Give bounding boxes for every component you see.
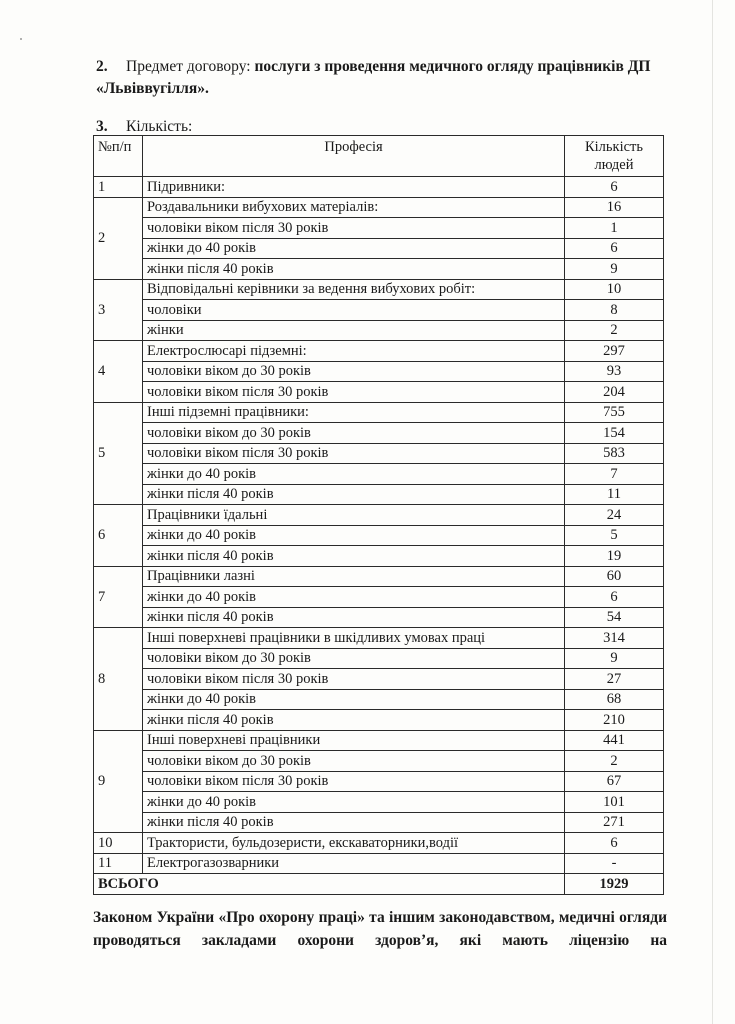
table-row xyxy=(94,525,664,546)
table-row xyxy=(94,443,664,464)
people-count: 67 xyxy=(565,771,664,792)
table-row xyxy=(94,464,664,485)
profession-subgroup: жінки після 40 років xyxy=(143,710,565,731)
profession-subgroup: жінки до 40 років xyxy=(143,525,565,546)
header-quantity-line2: людей xyxy=(594,157,634,173)
profession-name: Електрослюсарі підземні: xyxy=(143,341,565,362)
people-count: 2 xyxy=(565,320,664,341)
table-row xyxy=(94,607,664,628)
table-row xyxy=(94,300,664,321)
row-number: 5 xyxy=(94,402,143,505)
table-row xyxy=(94,710,664,731)
profession-subgroup: жінки до 40 років xyxy=(143,587,565,608)
people-count: 5 xyxy=(565,525,664,546)
profession-subgroup: жінки після 40 років xyxy=(143,484,565,505)
people-count: 27 xyxy=(565,669,664,690)
people-count: 54 xyxy=(565,607,664,628)
table-row xyxy=(94,833,664,854)
people-count: 6 xyxy=(565,833,664,854)
table-row xyxy=(94,566,664,587)
table-row xyxy=(94,812,664,833)
table-row xyxy=(94,771,664,792)
people-count: 7 xyxy=(565,464,664,485)
row-number: 1 xyxy=(94,177,143,198)
table-row xyxy=(94,546,664,567)
row-number: 4 xyxy=(94,341,143,403)
table-row xyxy=(94,853,664,874)
profession-subgroup: чоловіки віком до 30 років xyxy=(143,423,565,444)
table-row xyxy=(94,648,664,669)
table-row xyxy=(94,669,664,690)
closing-paragraph: Законом України «Про охорону праці» та іншим законодавством, медичні огляди проводяться закладами охорони здоров’я, які мають ліцензію на xyxy=(93,909,667,949)
table-row xyxy=(94,259,664,280)
table-row xyxy=(94,689,664,710)
people-count: 19 xyxy=(565,546,664,567)
row-number: 11 xyxy=(94,853,143,874)
people-count: 210 xyxy=(565,710,664,731)
profession-name: Працівники лазні xyxy=(143,566,565,587)
people-count: 583 xyxy=(565,443,664,464)
header-num: №п/п xyxy=(94,136,143,177)
profession-subgroup: чоловіки віком до 30 років xyxy=(143,751,565,772)
people-count: - xyxy=(565,853,664,874)
people-count: 11 xyxy=(565,484,664,505)
people-count: 6 xyxy=(565,587,664,608)
table-header-row xyxy=(94,136,664,177)
table-row xyxy=(94,730,664,751)
profession-name: Працівники їдальні xyxy=(143,505,565,526)
section-2-number: 2. xyxy=(96,58,108,75)
people-count: 60 xyxy=(565,566,664,587)
profession-subgroup: чоловіки віком після 30 років xyxy=(143,771,565,792)
profession-subgroup: жінки після 40 років xyxy=(143,607,565,628)
table-row xyxy=(94,177,664,198)
table-total-row xyxy=(94,874,664,895)
row-number: 10 xyxy=(94,833,143,854)
people-count: 755 xyxy=(565,402,664,423)
table-body xyxy=(94,177,664,874)
table-row xyxy=(94,505,664,526)
people-count: 271 xyxy=(565,812,664,833)
table-row xyxy=(94,792,664,813)
people-count: 93 xyxy=(565,361,664,382)
profession-subgroup: жінки до 40 років xyxy=(143,238,565,259)
profession-subgroup: чоловіки віком до 30 років xyxy=(143,648,565,669)
row-number: 2 xyxy=(94,197,143,279)
profession-name: Роздавальники вибухових матеріалів: xyxy=(143,197,565,218)
table-row xyxy=(94,382,664,403)
table-row xyxy=(94,484,664,505)
table-row xyxy=(94,238,664,259)
profession-subgroup: чоловіки віком після 30 років xyxy=(143,218,565,239)
scan-edge-line xyxy=(712,0,713,1024)
section-2-subject-text: послуги з проведення медичного огляду працівників ДП «Львіввугілля». xyxy=(96,58,651,97)
table-row xyxy=(94,361,664,382)
profession-name: Інші поверхневі працівники в шкідливих умовах праці xyxy=(143,628,565,649)
people-count: 2 xyxy=(565,751,664,772)
table-row xyxy=(94,279,664,300)
people-count: 6 xyxy=(565,177,664,198)
row-number: 6 xyxy=(94,505,143,567)
people-count: 10 xyxy=(565,279,664,300)
profession-name: Інші підземні працівники: xyxy=(143,402,565,423)
profession-subgroup: жінки до 40 років xyxy=(143,689,565,710)
profession-subgroup: чоловіки віком після 30 років xyxy=(143,669,565,690)
profession-subgroup: чоловіки віком після 30 років xyxy=(143,382,565,403)
people-count: 204 xyxy=(565,382,664,403)
section-3-label: Кількість: xyxy=(126,118,193,135)
table-row xyxy=(94,218,664,239)
quantity-table xyxy=(93,135,664,895)
profession-name: Відповідальні керівники за ведення вибухових робіт: xyxy=(143,279,565,300)
profession-subgroup: жінки до 40 років xyxy=(143,464,565,485)
profession-subgroup: жінки xyxy=(143,320,565,341)
profession-subgroup: жінки після 40 років xyxy=(143,546,565,567)
header-quantity-line1: Кількість xyxy=(584,139,643,155)
table-row xyxy=(94,587,664,608)
profession-subgroup: жінки після 40 років xyxy=(143,812,565,833)
table-row xyxy=(94,341,664,362)
scan-speck xyxy=(20,38,22,40)
people-count: 9 xyxy=(565,259,664,280)
table-row xyxy=(94,320,664,341)
section-2-subject xyxy=(96,56,676,100)
profession-name: Електрогазозварники xyxy=(143,853,565,874)
row-number: 8 xyxy=(94,628,143,731)
header-profession: Професія xyxy=(143,136,565,177)
table-row xyxy=(94,197,664,218)
people-count: 8 xyxy=(565,300,664,321)
people-count: 16 xyxy=(565,197,664,218)
row-number: 3 xyxy=(94,279,143,341)
total-label: ВСЬОГО xyxy=(94,874,565,895)
row-number: 9 xyxy=(94,730,143,833)
header-quantity xyxy=(565,136,664,177)
profession-subgroup: жінки після 40 років xyxy=(143,259,565,280)
people-count: 24 xyxy=(565,505,664,526)
profession-subgroup: чоловіки віком після 30 років xyxy=(143,443,565,464)
section-2-label: Предмет договору: xyxy=(126,58,255,75)
profession-subgroup: жінки до 40 років xyxy=(143,792,565,813)
profession-name: Трактористи, бульдозеристи, екскаваторники,водії xyxy=(143,833,565,854)
profession-name: Підривники: xyxy=(143,177,565,198)
profession-subgroup: чоловіки віком до 30 років xyxy=(143,361,565,382)
profession-subgroup: чоловіки xyxy=(143,300,565,321)
people-count: 68 xyxy=(565,689,664,710)
table-row xyxy=(94,628,664,649)
profession-name: Інші поверхневі працівники xyxy=(143,730,565,751)
people-count: 1 xyxy=(565,218,664,239)
row-number: 7 xyxy=(94,566,143,628)
section-3-number: 3. xyxy=(96,118,108,135)
people-count: 314 xyxy=(565,628,664,649)
people-count: 297 xyxy=(565,341,664,362)
table-row xyxy=(94,402,664,423)
total-value: 1929 xyxy=(565,874,664,895)
people-count: 101 xyxy=(565,792,664,813)
people-count: 154 xyxy=(565,423,664,444)
people-count: 6 xyxy=(565,238,664,259)
people-count: 441 xyxy=(565,730,664,751)
people-count: 9 xyxy=(565,648,664,669)
table-row xyxy=(94,751,664,772)
table-row xyxy=(94,423,664,444)
